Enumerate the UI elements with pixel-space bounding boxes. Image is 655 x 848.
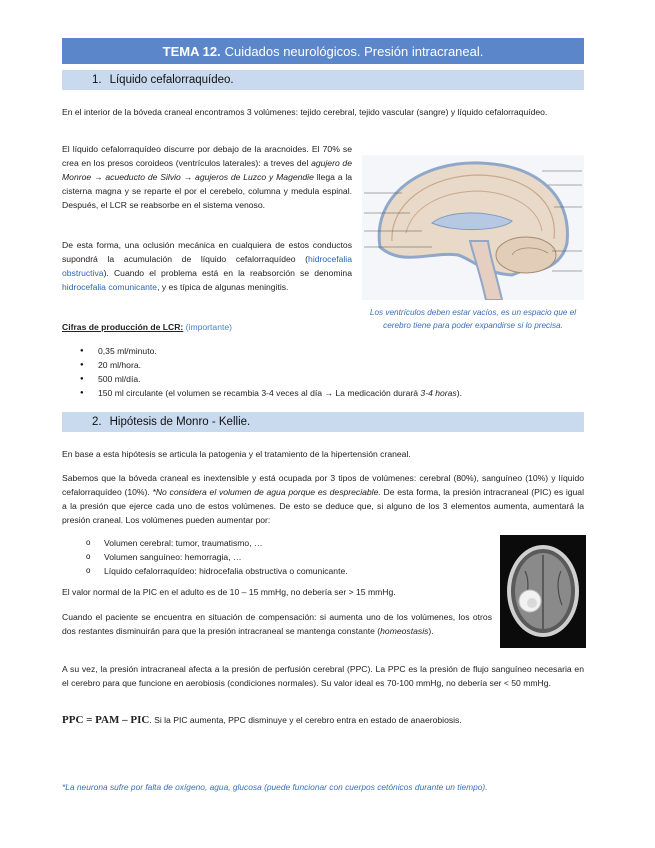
section-1-heading <box>62 70 584 90</box>
list-item: o Líquido cefalorraquídeo: hidrocefalia obstructiva o comunicante. <box>86 564 486 578</box>
brain-illustration <box>362 155 584 300</box>
mri-illustration <box>500 535 586 648</box>
cifras-list <box>80 344 580 400</box>
tema-title: Cuidados neurológicos. Presión intracraneal. <box>224 43 484 59</box>
section-1-title: Líquido cefalorraquídeo. <box>109 74 234 86</box>
brain-mri-image <box>500 535 586 648</box>
diagram-caption: Los ventrículos deben estar vacíos, es un espacio que el cerebro tiene para poder expandirse si lo precisa. <box>369 308 577 330</box>
s2-paragraph-1: En base a esta hipótesis se articula la patogenia y el tratamiento de la hipertensión craneal. <box>62 449 411 459</box>
footnote: *La neurona sufre por falta de oxígeno, agua, glucosa (puede funcionar con cuerpos cetónicos durante un tiempo). <box>62 782 488 792</box>
list-item: ● 500 ml/día. <box>80 372 580 386</box>
ppc-formula: PPC = PAM – PIC <box>62 714 150 726</box>
list-item: o Volumen cerebral: tumor, traumatismo, … <box>86 536 486 550</box>
tema-number: TEMA 12. <box>162 43 221 59</box>
list-item: ● 150 ml circulante (el volumen se recambia 3-4 veces al día → La medicación durará 3-4 horas). <box>80 386 580 400</box>
s2-paragraph-3: El valor normal de la PIC en el adulto es de 10 – 15 mmHg, no debería ser > 15 mmHg. <box>62 587 396 597</box>
s2-paragraph-4: Cuando el paciente se encuentra en situación de compensación: si aumenta uno de los volúmenes, los otros dos restantes disminuirán para que la presión intracraneal se mantenga constante (homeostasis). <box>62 612 492 636</box>
brain-ventricles-diagram <box>362 155 584 300</box>
s2-paragraph-5: A su vez, la presión intracraneal afecta a la presión de perfusión cerebral (PPC). La PPC es la presión de flujo sanguíneo necesaria en el cerebro para que funcione en aerobiosis (condiciones normales). Su valor ideal es 70-100 mmHg, no debería ser < 50 mmHg. <box>62 664 584 688</box>
section-2-number: 2. <box>92 416 102 428</box>
s2-paragraph-2: Sabemos que la bóveda craneal es inextensible y está ocupada por 3 tipos de volúmenes: cerebral (80%), sanguíneo (10%) y líquido cefalorraquídeo (10%). *No considera el volumen de agua porque es despreciable. De esta forma, la presión intracraneal (PIC) es igual a la presión que ejerce cada uno de estos volúmenes. De esto se deduce que, si alguno de los 3 elementos aumenta, aumentará la presión craneal. Los volúmenes pueden aumentar por: <box>62 473 584 525</box>
volume-causes-list <box>86 536 486 578</box>
cifras-heading: Cifras de producción de LCR: (importante) <box>62 322 232 332</box>
link-hidrocefalia-comunicante: hidrocefalia comunicante <box>62 282 158 292</box>
list-item: o Volumen sanguíneo: hemorragia, … <box>86 550 486 564</box>
section-2-title: Hipótesis de Monro - Kellie. <box>109 416 251 428</box>
page-title <box>62 38 584 64</box>
list-item: ● 20 ml/hora. <box>80 358 580 372</box>
s1-paragraph-1: En el interior de la bóveda craneal encontramos 3 volúmenes: tejido cerebral, tejido vascular (sangre) y líquido cefalorraquídeo. <box>62 107 548 117</box>
s1-paragraph-2: El líquido cefalorraquídeo discurre por debajo de la aracnoides. El 70% se crea en los presos coroideos (ventrículos laterales): a treves del agujero de Monroe → acueducto de Silvio → agujeros de Luzco y Magendie llega a la cisterna magna y se reparte el por el cerebelo, columna y medula espinal. Después, el LCR se reabsorbe en el sistema venoso. <box>62 144 353 210</box>
s1-paragraph-3: De esta forma, una oclusión mecánica en cualquiera de estos conductos supondrá la acumulación de líquido cefalorraquídeo (hidrocefalia obstructiva). Cuando el problema está en la reabsorción se denomina hidrocefalia comunicante, y es típica de algunas meningitis. <box>62 240 352 292</box>
list-item: ● 0,35 ml/minuto. <box>80 344 580 358</box>
section-1-number: 1. <box>92 74 102 86</box>
s2-formula-line: PPC = PAM – PIC. Si la PIC aumenta, PPC disminuye y el cerebro entra en estado de anaerobiosis. <box>62 714 462 726</box>
section-2-heading <box>62 412 584 432</box>
link-hidrocefalia-obstructiva: hidrocefalia obstructiva <box>62 254 352 278</box>
